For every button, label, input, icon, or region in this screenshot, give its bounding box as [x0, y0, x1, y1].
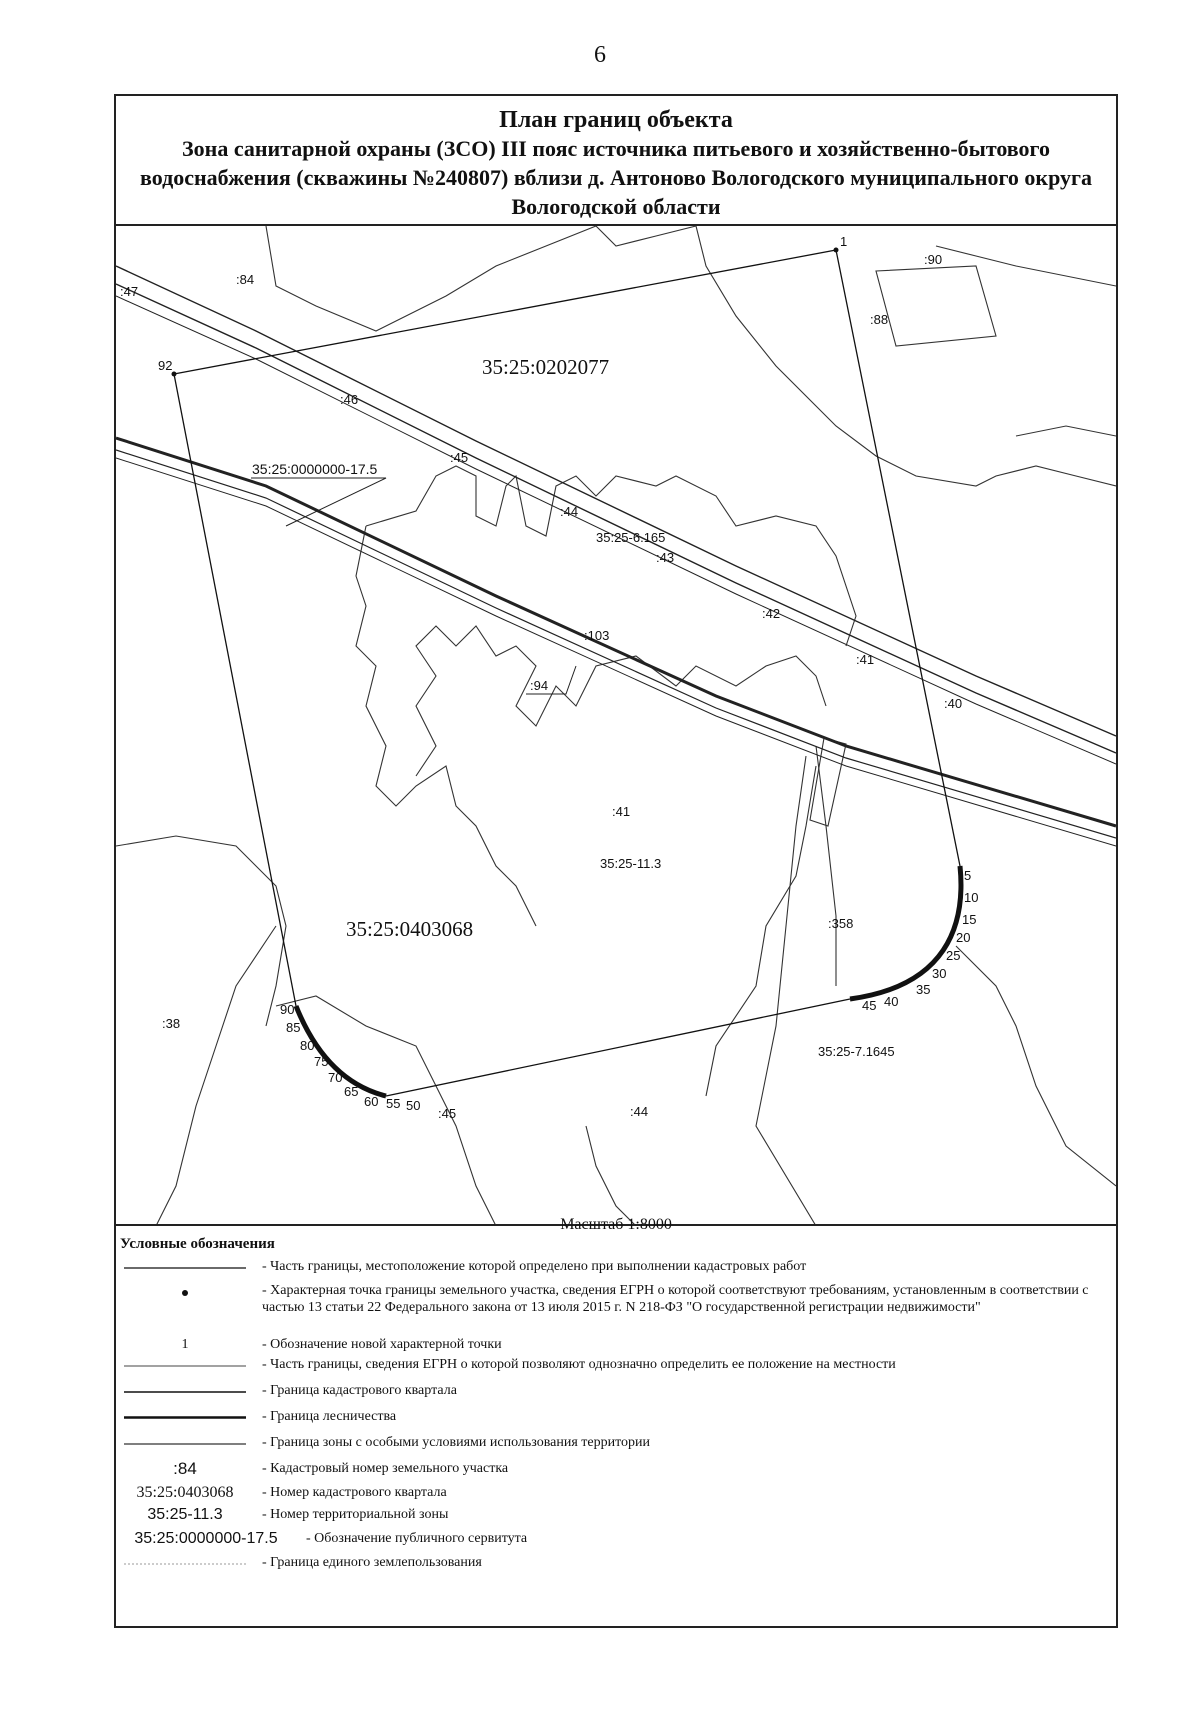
parcel-label-90: :90 — [924, 252, 943, 267]
parcel-label-42: :42 — [762, 606, 781, 621]
legend-text: - Номер территориальной зоны — [262, 1507, 449, 1522]
legend-point-symbol — [120, 1288, 250, 1298]
legend-title: Условные обозначения — [120, 1236, 275, 1252]
zone-label-113: 35:25-11.3 — [600, 856, 662, 871]
legend-thin-line-symbol — [120, 1364, 250, 1368]
point-label-85: 85 — [286, 1020, 301, 1035]
legend-text: - Обозначение публичного сервитута — [306, 1531, 528, 1546]
legend-forestry-line-symbol — [120, 1415, 250, 1420]
legend-thin-line-symbol — [120, 1266, 250, 1270]
map-sheet-frame — [114, 94, 1118, 1628]
parcel-label-38: :38 — [162, 1016, 181, 1031]
point-label-50: 50 — [406, 1098, 421, 1113]
parcel-label-41: :41 — [856, 652, 875, 667]
legend-text: - Граница зоны с особыми условиями использования территории — [262, 1435, 651, 1450]
parcel-boundary-se — [756, 756, 816, 1226]
legend-symbol-text: 35:25-11.3 — [147, 1506, 223, 1523]
servitude-label: 35:25:0000000-17.5 — [252, 461, 378, 477]
railway-strip-1 — [116, 438, 1116, 826]
parcel-88-box — [876, 266, 996, 346]
parcel-boundary-north-2 — [596, 226, 696, 246]
quarter-label-0202077: 35:25:0202077 — [482, 355, 610, 379]
parcel-boundary-east — [1016, 426, 1116, 436]
legend-text: - Номер кадастрового квартала — [262, 1485, 447, 1500]
parcel-boundaries — [116, 226, 1116, 1226]
legend-text: - Кадастровый номер земельного участка — [262, 1461, 509, 1476]
legend-dotted-line-symbol — [120, 1562, 250, 1566]
point-label-70: 70 — [328, 1070, 343, 1085]
point-label-35: 35 — [916, 982, 931, 997]
legend-text: - Характерная точка границы земельного участка, сведения ЕГРН о которой соответствуют требованиям, установленным в соответствии с частью 13 статьи 22 Федерального закона от 13 июля 2015 г. N 218-ФЗ "О государственной регистрации недвижимости" — [262, 1283, 1089, 1315]
legend-text: - Обозначение новой характерной точки — [262, 1337, 502, 1352]
parcel-label-84: :84 — [236, 272, 255, 287]
legend-text: - Часть границы, сведения ЕГРН о которой позволяют однозначно определить ее положение на местности — [262, 1357, 896, 1372]
servitude-underline — [251, 478, 386, 526]
point-label-1: 1 — [840, 234, 848, 249]
parcel-label-43: :43 — [656, 550, 675, 565]
parcel-label-45-south: :45 — [438, 1106, 457, 1121]
parcel-boundary-north-1 — [266, 226, 596, 331]
parcel-label-44-south: :44 — [630, 1104, 649, 1119]
legend-symbol-text: 35:25:0403068 — [136, 1484, 234, 1501]
parcel-label-94: :94 — [530, 678, 549, 693]
point-label-45: 45 — [862, 998, 877, 1013]
parcel-label-40: :40 — [944, 696, 963, 711]
legend-text: - Часть границы, местоположение которой определено при выполнении кадастровых работ — [262, 1259, 807, 1274]
point-label-5: 5 — [964, 868, 972, 883]
point-label-65: 65 — [344, 1084, 359, 1099]
parcel-boundary-358-east — [956, 946, 1116, 1186]
zone-label-71645: 35:25-7.1645 — [818, 1044, 895, 1059]
point-label-15: 15 — [962, 912, 977, 927]
servitude-leader — [251, 478, 579, 694]
forest-edge-south — [416, 626, 826, 776]
legend-text: - Граница лесничества — [262, 1409, 397, 1424]
parcel-label-103: :103 — [584, 628, 610, 643]
point-label-90: 90 — [280, 1002, 295, 1017]
legend-symbol-text: 35:25:0000000-17.5 — [134, 1530, 278, 1547]
point-label-92: 92 — [158, 358, 173, 373]
parcel-label-88: :88 — [870, 312, 889, 327]
point-label-30: 30 — [932, 966, 947, 981]
map-area — [116, 226, 1116, 1226]
parcel-boundary-east-vertical — [816, 746, 836, 986]
forest-edge-central — [366, 466, 856, 646]
parcel-boundary-ne — [936, 246, 1116, 286]
point-label-20: 20 — [956, 930, 971, 945]
legend-symbol-text: :84 — [173, 1459, 197, 1478]
point-label-25: 25 — [946, 948, 961, 963]
legend-zone-line-symbol — [120, 1442, 250, 1446]
parcel-boundary-sw — [116, 836, 286, 1026]
parcel-label-45: :45 — [450, 450, 469, 465]
parcel-label-44: :44 — [560, 504, 579, 519]
parcel-boundary-38 — [156, 926, 276, 1226]
forest-edge-west — [356, 526, 536, 926]
road-corridor-upper-1 — [116, 266, 1116, 736]
legend-symbol-text: 1 — [181, 1337, 189, 1352]
scale-label: Масштаб 1:8000 — [560, 1216, 672, 1233]
forest-edge-se — [706, 766, 816, 1096]
parcel-label-46: :46 — [340, 392, 359, 407]
plan-subtitle: Зона санитарной охраны (ЗСО) III пояс источника питьевого и хозяйственно-бытового водоснабжения (скважины №240807) вблизи д. Антоново Вологодского муниципального округа Вологодской области — [139, 136, 1093, 219]
page-number: 6 — [594, 42, 606, 68]
legend-text: - Граница кадастрового квартала — [262, 1383, 457, 1398]
point-1-marker — [834, 248, 839, 253]
parcel-label-41-south: :41 — [612, 804, 631, 819]
legend-text: - Граница единого землепользования — [262, 1555, 482, 1570]
quarter-label-0403068: 35:25:0403068 — [346, 917, 474, 941]
point-label-60: 60 — [364, 1094, 379, 1109]
point-label-75: 75 — [314, 1054, 329, 1069]
parcel-label-358: :358 — [828, 916, 854, 931]
point-label-40: 40 — [884, 994, 899, 1009]
parcel-boundary-s — [586, 1126, 636, 1226]
map-labels — [120, 234, 978, 1121]
cadastral-map — [116, 226, 1116, 1226]
point-label-80: 80 — [300, 1038, 315, 1053]
point-label-55: 55 — [386, 1096, 401, 1111]
parcel-label-47: :47 — [120, 284, 139, 299]
zone-label-6165: 35:25-6.165 — [596, 530, 666, 545]
title-block — [116, 96, 1116, 226]
road-corridor-upper-2 — [116, 284, 1116, 753]
plan-title: План границ объекта — [499, 107, 733, 133]
point-label-10: 10 — [964, 890, 979, 905]
corridors — [116, 266, 1116, 846]
legend-quarter-line-symbol — [120, 1390, 250, 1394]
